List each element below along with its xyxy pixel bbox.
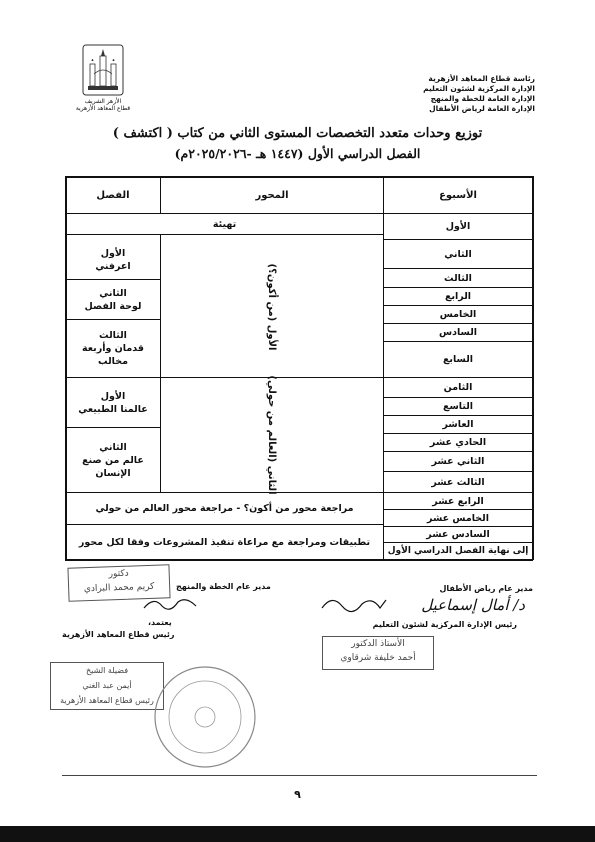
chapter-name: اعرفني: [95, 260, 131, 272]
intro-label: تهيئة: [212, 218, 237, 230]
sector-head-stamp: [50, 662, 164, 710]
chapter-number: الثاني: [99, 287, 127, 299]
stamp-line: الأستاذ الدكتور: [351, 639, 405, 649]
official-seal-icon: [150, 662, 260, 772]
logo-caption-line-1: الأزهر الشريف: [84, 98, 122, 105]
chapter-cell: [72, 428, 154, 492]
plan-director-title: مدير عام الخطة والمنهج: [176, 582, 271, 591]
week-row: الرابع: [444, 291, 472, 302]
chapter-name: عالم من صنع الإنسان: [82, 454, 144, 479]
document-subtitle: الفصل الدراسي الأول (١٤٤٧ هـ -٢٠٢٥/٢٠٢٦م): [174, 146, 421, 161]
header-line-4: الإدارة العامة لرياض الأطفال: [429, 104, 535, 113]
sector-head-title: رئيس قطاع المعاهد الأزهرية: [62, 630, 175, 639]
kg-director-scribble: [320, 590, 390, 620]
central-admin-stamp: [322, 636, 434, 670]
chapter-cell: [66, 240, 160, 279]
week-row: الثالث عشر: [431, 476, 485, 488]
axis-label-2: الثاني (العالم من حولي): [266, 375, 278, 495]
chapter-cell: [66, 280, 160, 319]
header-axis: المحور: [255, 189, 289, 201]
chapter-name: عالمنا الطبيعي: [78, 403, 148, 415]
chapter-cell: [66, 378, 160, 427]
chapter-number: الثالث: [99, 330, 127, 341]
stamp-line: أيمن عبد الغني: [82, 681, 132, 690]
approve-label: يعتمد،: [148, 618, 172, 627]
week-row: التاسع: [442, 401, 474, 412]
week-row: السادس: [438, 327, 478, 338]
apply-row: تطبيقات ومراجعة مع مراعاة تنفيذ المشروعات وفقا لكل محور: [78, 536, 371, 548]
week-row: العاشر: [442, 419, 474, 430]
header-line-1: رئاسة قطاع المعاهد الأزهرية: [428, 74, 535, 83]
week-row: الثامن: [443, 382, 473, 393]
stamp-line: فضيلة الشيخ: [85, 666, 129, 675]
week-row: الخامس عشر: [427, 512, 489, 524]
chapter-number: الثاني: [99, 441, 127, 453]
stamp-line: رئيس قطاع المعاهد الأزهرية: [60, 696, 154, 705]
week-row: الخامس: [439, 309, 477, 320]
stamp-line: كريم محمد البرادي: [83, 581, 155, 595]
week-row: الحادي عشر: [429, 437, 487, 448]
header-week: الأسبوع: [439, 189, 477, 201]
week-row: السادس عشر: [426, 529, 490, 540]
logo-caption-line-2: قطاع المعاهد الأزهرية: [75, 105, 131, 112]
chapter-name: قدمان وأربعة مخالب: [82, 343, 144, 367]
chapter-cell: [70, 320, 156, 377]
header-line-2: الإدارة المركزية لشئون التعليم: [423, 84, 535, 93]
week-row: الثاني: [444, 248, 472, 260]
kg-director-signature: د/ أمال إسماعيل: [421, 596, 525, 614]
page-number: ٩: [294, 788, 301, 801]
stamp-line: دكتور: [108, 568, 129, 580]
chapter-number: الأول: [100, 390, 126, 402]
kg-director-title: مدير عام رياض الأطفال: [439, 584, 533, 593]
week-row: الرابع عشر: [432, 495, 484, 507]
week-row: الثاني عشر: [431, 456, 485, 467]
week-row: إلى نهاية الفصل الدراسي الأول: [387, 545, 529, 556]
header-chapter: الفصل: [96, 189, 130, 201]
chapter-name: لوحة الفصل: [84, 300, 142, 312]
plan-director-scribble: [140, 594, 200, 616]
stamp-line: أحمد خليفة شرقاوي: [340, 653, 416, 663]
week-row: الثالث: [444, 272, 472, 284]
footer-rule: [62, 775, 537, 776]
week-row: الأول: [445, 221, 471, 232]
azhar-logo: [82, 44, 124, 96]
review-row: مراجعة محور من أكون؟ - مراجعة محور العالم من حولي: [95, 503, 354, 514]
document-title: توزيع وحدات متعدد التخصصات المستوى الثاني من كتاب ( اكتشف ): [112, 126, 483, 141]
chapter-number: الأول: [100, 247, 126, 259]
central-admin-title: رئيس الإدارة المركزية لشئون التعليم: [372, 620, 517, 629]
logo-caption: [68, 98, 138, 112]
week-row: السابع: [442, 354, 474, 365]
header-line-3: الإدارة العامة للخطة والمنهج: [430, 94, 535, 103]
axis-label-1: الأول (من أكون؟): [266, 263, 278, 351]
scan-edge: [0, 826, 595, 842]
